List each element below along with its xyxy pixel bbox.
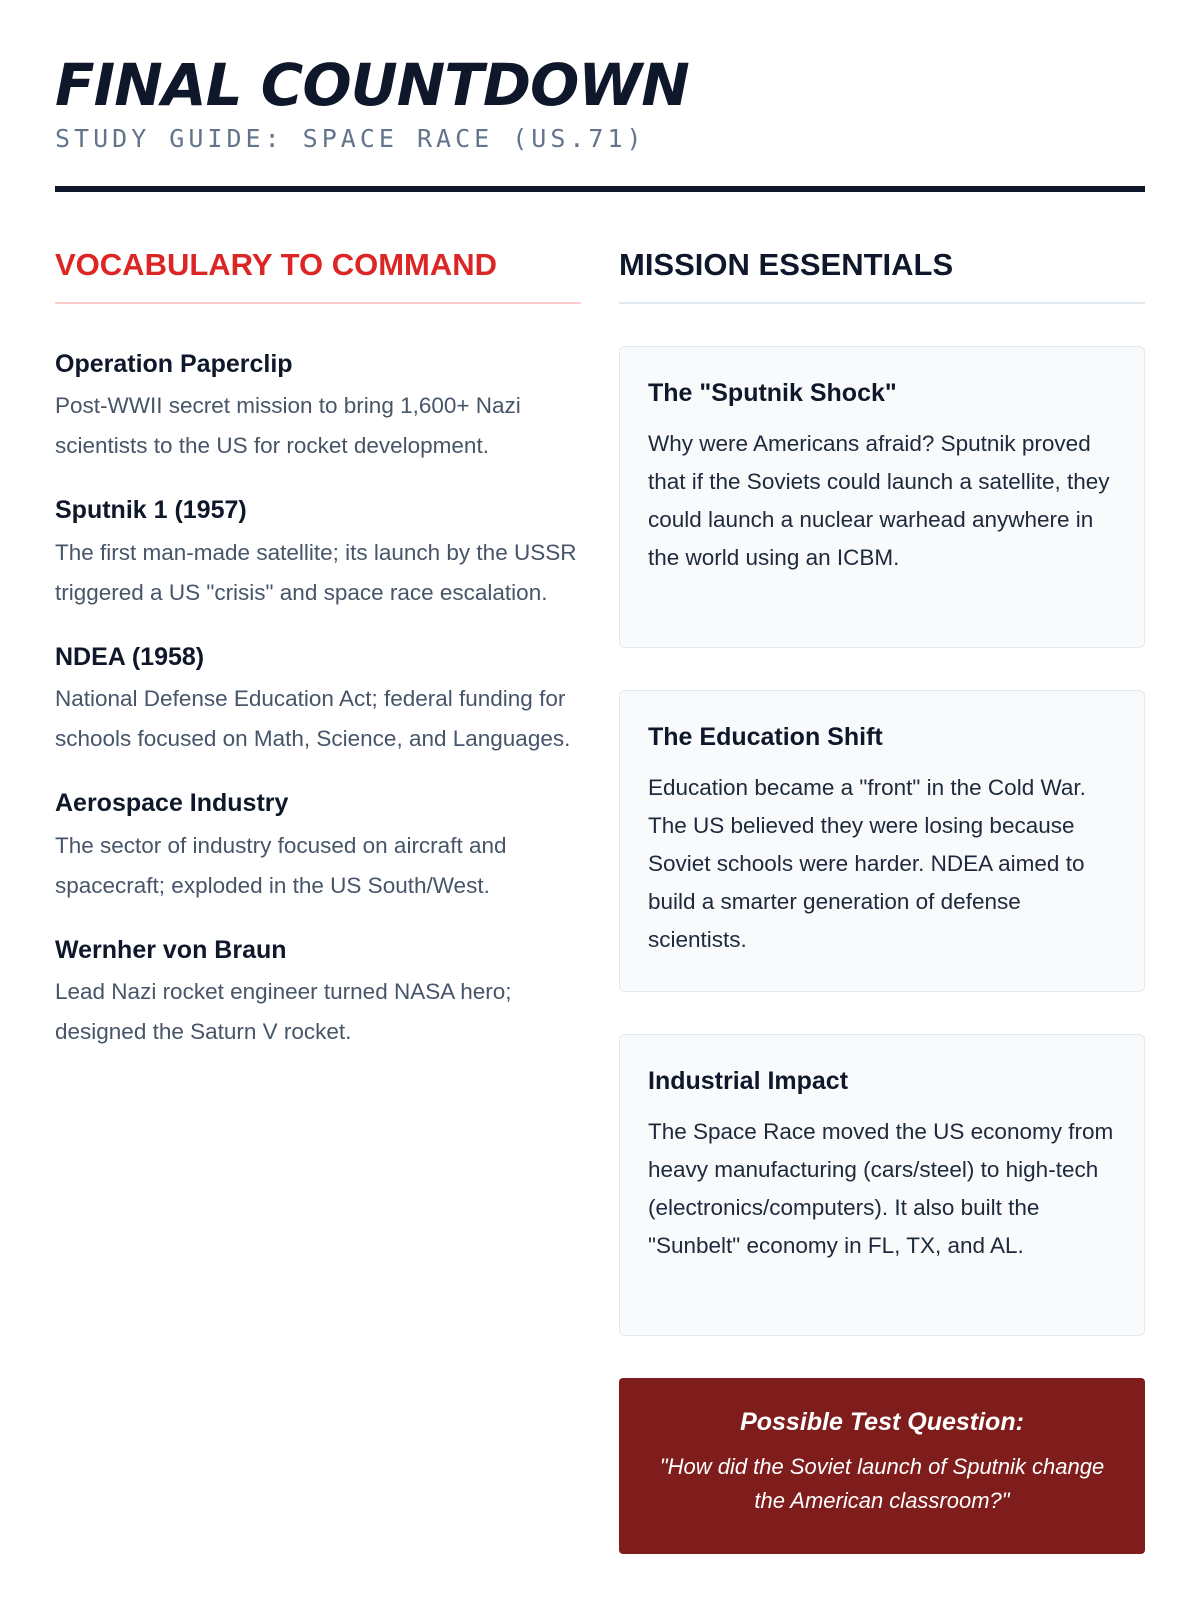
- essential-card: [619, 346, 1145, 648]
- vocabulary-heading: VOCABULARY TO COMMAND: [55, 248, 581, 304]
- term-definition: The first man-made satellite; its launch by the USSR triggered a US "crisis" and space race escalation.: [55, 539, 577, 605]
- page-header: [55, 51, 1145, 192]
- term-definition: The sector of industry focused on aircraft and spacecraft; exploded in the US South/West.: [55, 832, 507, 898]
- vocab-term: [55, 494, 581, 613]
- test-question-label: Possible Test Question:: [740, 1407, 1024, 1436]
- vocabulary-section: [55, 248, 581, 1554]
- card-body: Why were Americans afraid? Sputnik proved that if the Soviets could launch a satellite, they could launch a nuclear warhead anywhere in the world using an ICBM.: [648, 431, 1110, 571]
- test-question-callout: [619, 1378, 1145, 1554]
- term-definition: National Defense Education Act; federal funding for schools focused on Math, Science, and Languages.: [55, 686, 571, 752]
- term-name: Operation Paperclip: [55, 349, 293, 378]
- card-title: The "Sputnik Shock": [648, 378, 897, 407]
- mission-essentials-heading: MISSION ESSENTIALS: [619, 248, 1145, 304]
- essential-card: [619, 1034, 1145, 1336]
- card-body: The Space Race moved the US economy from heavy manufacturing (cars/steel) to high-tech (electronics/computers). It also built the "Sunbelt" economy in FL, TX, and AL.: [648, 1119, 1114, 1259]
- mission-essentials-section: [619, 248, 1145, 1554]
- vocab-term: [55, 934, 581, 1053]
- term-name: NDEA (1958): [55, 642, 205, 671]
- card-body: Education became a "front" in the Cold War. The US believed they were losing because Soviet schools were harder. NDEA aimed to build a smarter generation of defense scientists.: [648, 775, 1086, 953]
- vocab-term: [55, 641, 581, 760]
- term-name: Sputnik 1 (1957): [55, 496, 247, 525]
- essential-card: [619, 690, 1145, 992]
- vocab-term: [55, 348, 581, 467]
- term-definition: Lead Nazi rocket engineer turned NASA hero; designed the Saturn V rocket.: [55, 979, 512, 1045]
- header-divider: [55, 186, 1145, 192]
- content-columns: [55, 248, 1145, 1554]
- card-title: Industrial Impact: [648, 1066, 849, 1095]
- test-question-text: "How did the Soviet launch of Sputnik change the American classroom?": [659, 1454, 1105, 1514]
- vocabulary-list: [55, 348, 581, 1053]
- page-subtitle: STUDY GUIDE: SPACE RACE (US.71): [55, 123, 646, 153]
- essentials-card-list: [619, 346, 1145, 1336]
- term-definition: Post-WWII secret mission to bring 1,600+ Nazi scientists to the US for rocket development.: [55, 393, 521, 459]
- card-title: The Education Shift: [648, 722, 883, 751]
- vocab-term: [55, 787, 581, 906]
- term-name: Wernher von Braun: [55, 935, 287, 964]
- term-name: Aerospace Industry: [55, 789, 289, 818]
- page-title: FINAL COUNTDOWN: [55, 51, 689, 119]
